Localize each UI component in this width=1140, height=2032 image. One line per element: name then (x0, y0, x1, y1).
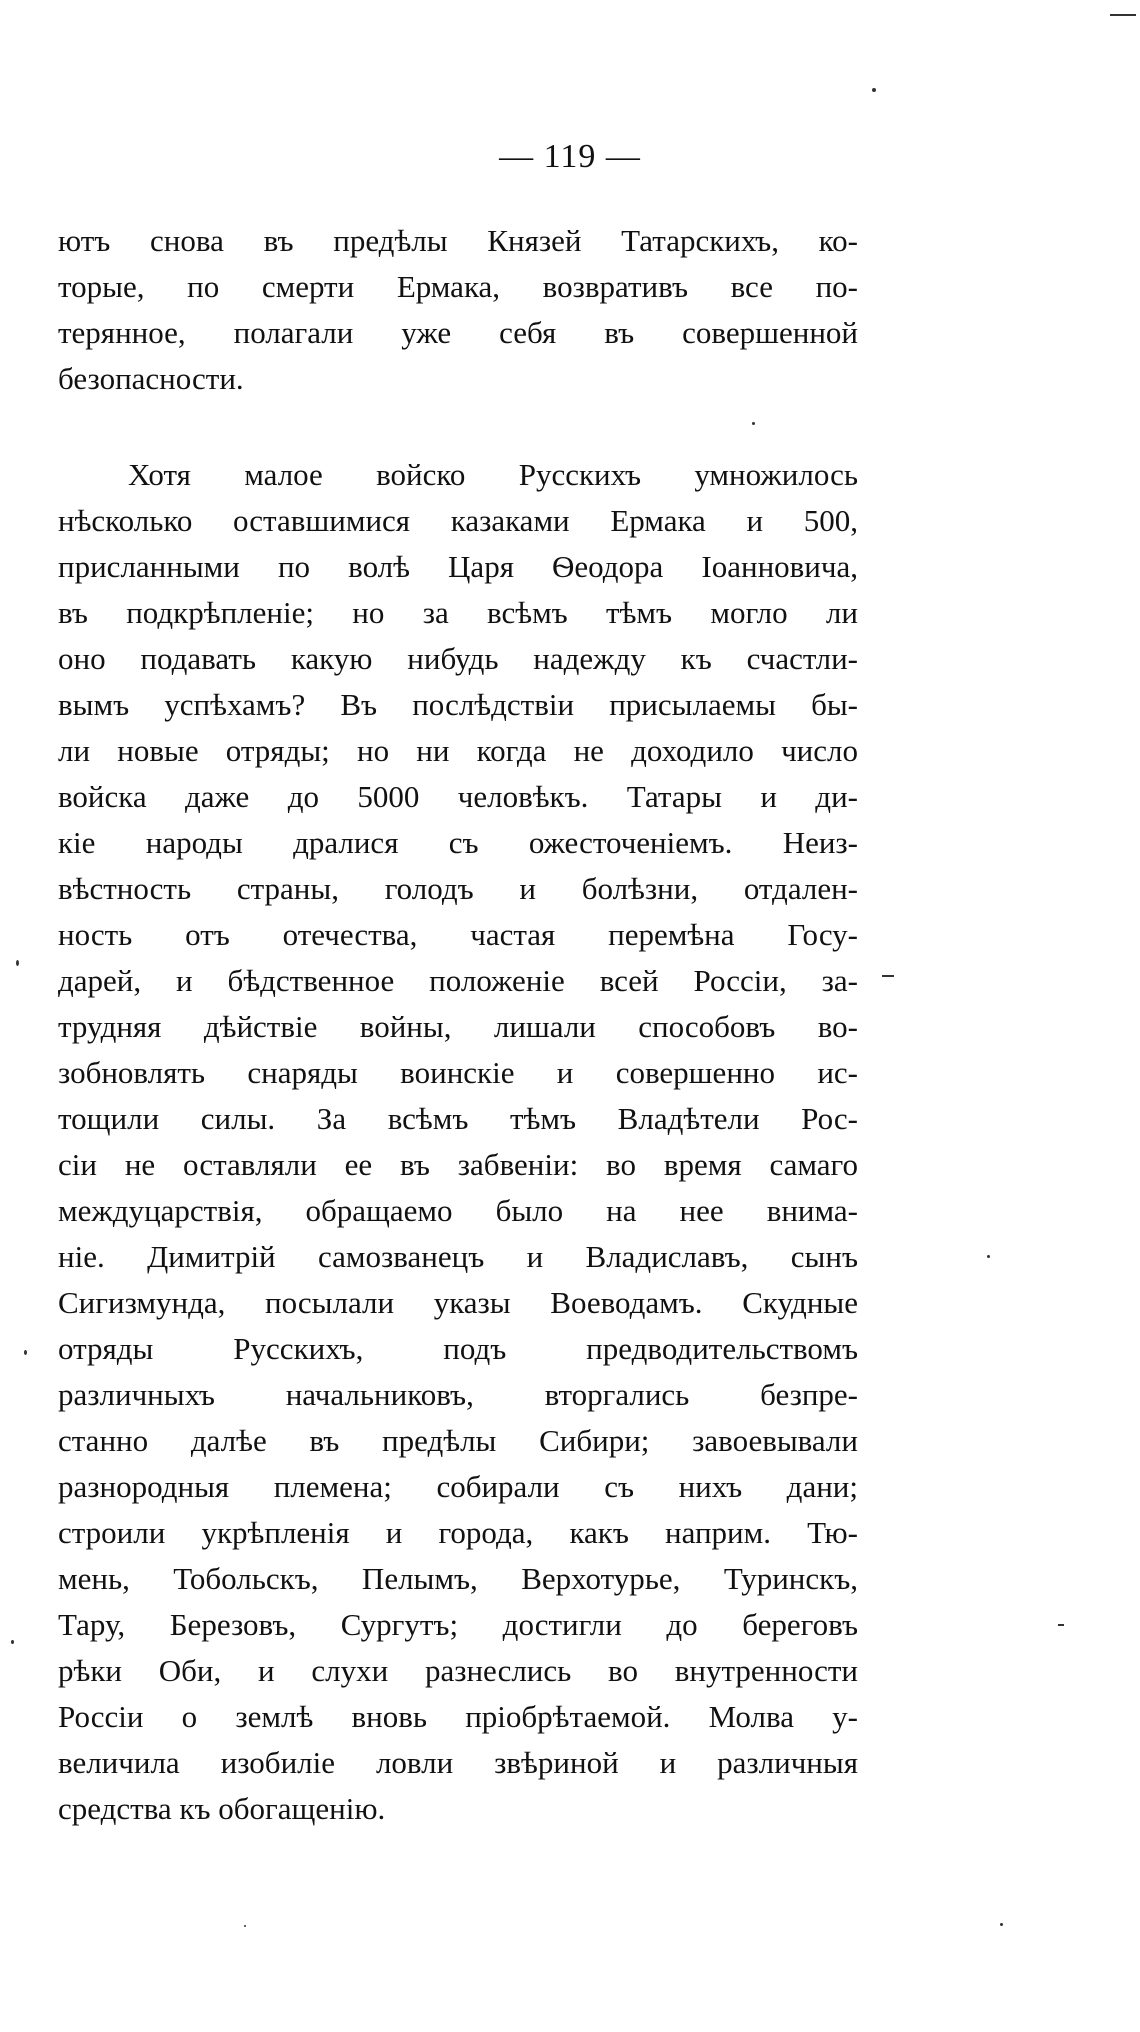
text-line: торые, по смерти Ермака, возвративъ все по- (58, 269, 858, 304)
page-number: — 119 — (499, 138, 641, 175)
text-line: ность отъ отечества, частая перемѣна Госу- (58, 917, 858, 952)
text-line: станно далѣе въ предѣлы Сибири; завоевывали (58, 1423, 858, 1458)
text-line: ли новые отряды; но ни когда не доходило число (58, 733, 858, 768)
text-line: различныхъ начальниковъ, вторгались безпре- (58, 1377, 858, 1412)
scan-speck (1110, 14, 1136, 16)
paragraph-1 (58, 218, 858, 402)
text-line: Сигизмунда, посылали указы Воеводамъ. Скудные (58, 1285, 858, 1320)
text-line: ніе. Димитрій самозванецъ и Владиславъ, сынъ (58, 1239, 858, 1274)
text-line: зобновлять снаряды воинскіе и совершенно ис- (58, 1055, 858, 1090)
text-line: вѣстность страны, голодъ и болѣзни, отдален- (58, 871, 858, 906)
text-line: тощили силы. За всѣмъ тѣмъ Владѣтели Рос- (58, 1101, 858, 1136)
text-line: кіе народы дралися съ ожесточеніемъ. Неиз- (58, 825, 858, 860)
text-line: отряды Русскихъ, подъ предводительствомъ (58, 1331, 858, 1366)
scan-speck (16, 960, 19, 966)
text-line: вымъ успѣхамъ? Въ послѣдствіи присылаемы бы- (58, 687, 858, 722)
text-line: безопасности. (58, 361, 244, 396)
text-line: Хотя малое войско Русскихъ умножилось (128, 457, 858, 492)
scan-speck (752, 422, 755, 425)
text-line: оно подавать какую нибудь надежду къ счастли- (58, 641, 858, 676)
text-line: рѣки Оби, и слухи разнеслись во внутренности (58, 1653, 858, 1688)
text-line: нѣсколько оставшимися казаками Ермака и 500, (58, 503, 858, 538)
text-line: въ подкрѣпленіе; но за всѣмъ тѣмъ могло ли (58, 595, 858, 630)
text-line: Тару, Березовъ, Сургутъ; достигли до береговъ (58, 1607, 858, 1642)
text-line: войска даже до 5000 человѣкъ. Татары и ди- (58, 779, 858, 814)
scan-speck (987, 1255, 990, 1258)
text-line: величила изобиліе ловли звѣриной и различныя (58, 1745, 858, 1780)
text-line: строили укрѣпленія и города, какъ наприм. Тю- (58, 1515, 858, 1550)
text-line: Россіи о землѣ вновь пріобрѣтаемой. Молва у- (58, 1699, 858, 1734)
scan-speck (1000, 1923, 1003, 1926)
text-line: средства къ обогащенію. (58, 1791, 386, 1826)
scan-speck (872, 88, 876, 92)
text-line: трудняя дѣйствіе войны, лишали способовъ во- (58, 1009, 858, 1044)
scan-speck (11, 1640, 14, 1644)
text-line: сіи не оставляли ее въ забвеніи: во время самаго (58, 1147, 858, 1182)
text-line: междуцарствія, обращаемо было на нее внима- (58, 1193, 858, 1228)
text-line: ютъ снова въ предѣлы Князей Татарскихъ, ко- (58, 223, 858, 258)
text-line: разнородныя племена; собирали съ нихъ дани; (58, 1469, 858, 1504)
text-line: терянное, полагали уже себя въ совершенной (58, 315, 858, 350)
text-line: дарей, и бѣдственное положеніе всей Россіи, за- (58, 963, 858, 998)
scan-speck (1058, 1624, 1064, 1626)
text-line: присланными по волѣ Царя Ѳеодора Іоанновича, (58, 549, 858, 584)
scan-speck (244, 1925, 246, 1927)
text-line: мень, Тобольскъ, Пелымъ, Верхотурье, Туринскъ, (58, 1561, 858, 1596)
scan-speck (24, 1350, 27, 1355)
paragraph-2 (58, 452, 858, 1832)
scan-speck (882, 975, 894, 977)
